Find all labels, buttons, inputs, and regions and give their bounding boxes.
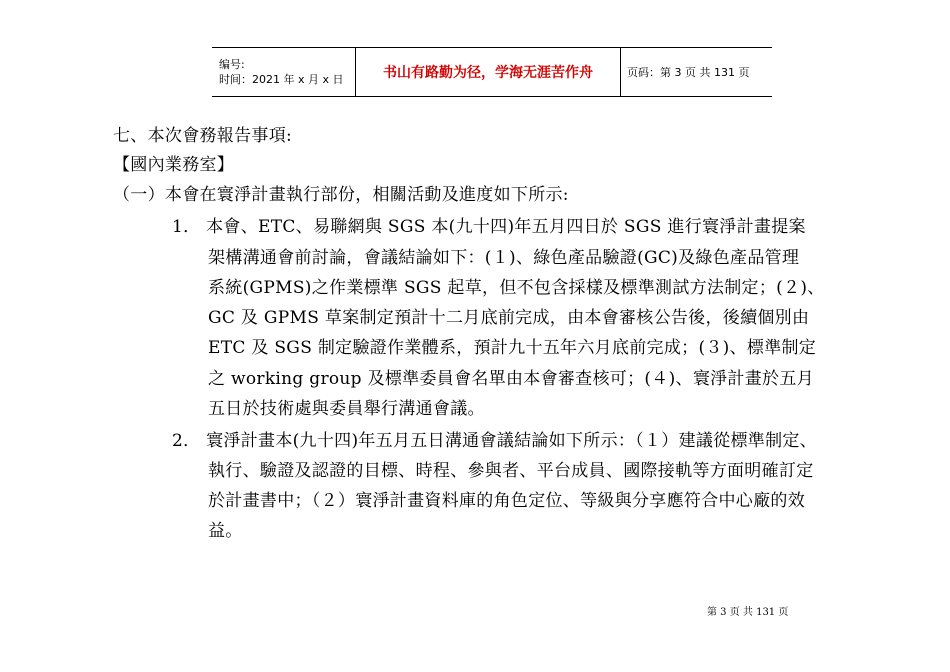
item1-line: GC 及 GPMS 草案制定預計十二月底前完成，由本會審核公告後，後續個別由 [208,308,810,328]
page-footer: 第 3 页 共 131 页 [707,607,789,618]
subsection-title: 【國內業務室】 [113,155,235,175]
document-header [212,47,772,97]
item1-line: 架構溝通會前討論，會議結論如下：(１)、綠色產品驗證(GC)及綠色產品管理 [208,248,800,268]
number-label: 编号: [219,58,245,71]
item1-line: ETC 及 SGS 制定驗證作業體系，預計九十五年六月底前完成；(３)、標準制定 [208,338,817,358]
item1-line: 1． 本會、ETC、易聯網與 SGS 本(九十四)年五月四日於 SGS 進行寰淨計畫提案 [172,217,806,237]
part-title: （一）本會在寰淨計畫執行部份，相關活動及進度如下所示: [113,185,569,205]
header-id-time-cell [212,48,356,96]
header-page-label: 页码：第 3 页 共 131 页 [627,66,750,79]
item2-line: 2． 寰淨計畫本(九十四)年五月五日溝通會議結論如下所示：（１）建議從標準制定、 [172,431,817,451]
item2-line: 執行、驗證及認證的目標、時程、參與者、平台成員、國際接軌等方面明確訂定 [208,461,814,481]
section-title: 七、本次會務報告事項: [113,126,293,146]
item2-line: 於計畫書中；（２）寰淨計畫資料庫的角色定位、等級與分享應符合中心廠的效 [208,491,805,511]
time-label: 时间：2021 年 x 月 x 日 [219,73,344,86]
item1-line: 五日於技術處與委員舉行溝通會議。 [208,399,485,419]
item2-line: 益。 [208,521,243,541]
item1-line: 之 working group 及標準委員會名單由本會審查核可；(４)、寰淨計畫於五月 [208,369,814,389]
item1-line: 系統(GPMS)之作業標準 SGS 起草，但不包含採樣及標準測試方法制定；(２)、 [208,278,825,298]
header-motto: 书山有路勤为径，学海无涯苦作舟 [356,48,621,96]
